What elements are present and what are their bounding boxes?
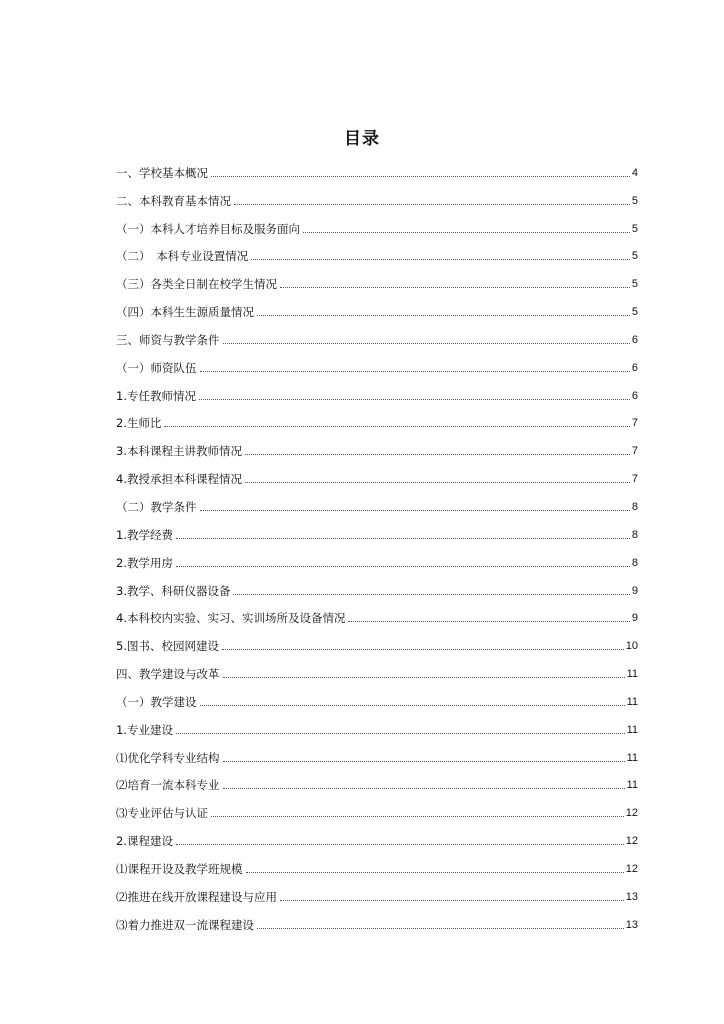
toc-entry-label: 5.图书、校园网建设 — [116, 639, 219, 654]
toc-dot-leader — [245, 453, 630, 455]
toc-entry[interactable] — [116, 291, 638, 319]
toc-entry-label: 1.专任教师情况 — [116, 388, 196, 403]
toc-entry-page-number: 8 — [631, 528, 638, 541]
toc-entry-page-number: 7 — [631, 445, 638, 458]
toc-dot-leader — [164, 425, 629, 427]
toc-entry[interactable] — [116, 319, 638, 347]
toc-entry-label: ⑵培育一流本科专业 — [116, 778, 220, 793]
toc-entry[interactable] — [116, 876, 638, 904]
toc-entry-page-number: 9 — [631, 612, 638, 625]
toc-entry-label: 2.生师比 — [116, 416, 162, 431]
toc-entry-page-number: 12 — [625, 862, 638, 875]
toc-entry-label: （二） 本科专业设置情况 — [116, 249, 249, 264]
toc-entry-label: （一）师资队伍 — [116, 360, 197, 375]
toc-entry-label: 一、学校基本概况 — [116, 165, 208, 180]
toc-entry[interactable] — [116, 570, 638, 598]
toc-entry-label: 2.教学用房 — [116, 555, 173, 570]
toc-entry-label: 4.教授承担本科课程情况 — [116, 472, 242, 487]
toc-entry[interactable] — [116, 458, 638, 486]
toc-entry-label: （一）教学建设 — [116, 694, 197, 709]
toc-entry-label: （二）教学条件 — [116, 499, 197, 514]
toc-entry[interactable] — [116, 820, 638, 848]
toc-dot-leader — [280, 899, 624, 901]
toc-entry[interactable] — [116, 765, 638, 793]
toc-entry[interactable] — [116, 208, 638, 236]
toc-entry-page-number: 5 — [631, 278, 638, 291]
toc-entry-label: 3.教学、科研仪器设备 — [116, 583, 231, 598]
toc-entry-label: ⑶着力推进双一流课程建设 — [116, 917, 254, 932]
toc-entry[interactable] — [116, 375, 638, 403]
toc-entry-label: 四、教学建设与改革 — [116, 667, 220, 682]
toc-dot-leader — [223, 342, 630, 344]
toc-dot-leader — [246, 871, 624, 873]
toc-entry-label: ⑶专业评估与认证 — [116, 806, 208, 821]
toc-entry-label: 三、师资与教学条件 — [116, 332, 220, 347]
toc-dot-leader — [176, 537, 630, 539]
toc-entry-page-number: 8 — [631, 556, 638, 569]
toc-entry[interactable] — [116, 347, 638, 375]
toc-entry[interactable] — [116, 737, 638, 765]
toc-entry[interactable] — [116, 403, 638, 431]
toc-entry-page-number: 5 — [631, 194, 638, 207]
toc-entry[interactable] — [116, 653, 638, 681]
toc-entry[interactable] — [116, 848, 638, 876]
toc-entry[interactable] — [116, 430, 638, 458]
toc-dot-leader — [222, 648, 624, 650]
toc-dot-leader — [176, 565, 630, 567]
toc-dot-leader — [233, 593, 629, 595]
toc-entry-page-number: 11 — [626, 751, 638, 764]
toc-entry-page-number: 6 — [631, 333, 638, 346]
toc-entry-label: ⑵推进在线开放课程建设与应用 — [116, 889, 277, 904]
toc-entry-page-number: 11 — [626, 779, 638, 792]
toc-entry[interactable] — [116, 904, 638, 932]
toc-dot-leader — [257, 314, 630, 316]
toc-entry-page-number: 5 — [631, 250, 638, 263]
toc-dot-leader — [245, 481, 630, 483]
toc-entry-page-number: 6 — [631, 361, 638, 374]
toc-entry-page-number: 4 — [631, 166, 638, 179]
toc-entry[interactable] — [116, 486, 638, 514]
toc-entry-page-number: 11 — [626, 723, 638, 736]
toc-dot-leader — [200, 704, 625, 706]
toc-dot-leader — [223, 760, 625, 762]
toc-dot-leader — [303, 231, 630, 233]
toc-dot-leader — [223, 787, 625, 789]
toc-entry-label: 3.本科课程主讲教师情况 — [116, 444, 242, 459]
toc-entry[interactable] — [116, 625, 638, 653]
toc-entry[interactable] — [116, 542, 638, 570]
toc-dot-leader — [211, 815, 624, 817]
toc-list — [116, 152, 638, 932]
toc-entry-page-number: 5 — [631, 306, 638, 319]
toc-entry[interactable] — [116, 263, 638, 291]
toc-entry[interactable] — [116, 598, 638, 626]
toc-entry-label: 1.教学经费 — [116, 527, 173, 542]
toc-entry-page-number: 7 — [631, 473, 638, 486]
toc-entry-label: ⑴优化学科专业结构 — [116, 750, 220, 765]
toc-dot-leader — [211, 175, 630, 177]
toc-title: 目录 — [344, 129, 380, 149]
toc-entry-page-number: 13 — [625, 918, 638, 931]
toc-entry-label: （三）各类全日制在校学生情况 — [116, 277, 277, 292]
toc-dot-leader — [200, 370, 630, 372]
toc-entry[interactable] — [116, 681, 638, 709]
toc-entry[interactable] — [116, 236, 638, 264]
toc-entry-label: 1.专业建设 — [116, 722, 173, 737]
toc-entry-page-number: 6 — [631, 389, 638, 402]
toc-dot-leader — [176, 843, 624, 845]
toc-entry-page-number: 7 — [631, 417, 638, 430]
toc-entry-page-number: 8 — [631, 500, 638, 513]
toc-dot-leader — [257, 927, 624, 929]
toc-entry-page-number: 12 — [625, 807, 638, 820]
toc-dot-leader — [348, 620, 629, 622]
toc-entry-label: 2.课程建设 — [116, 834, 173, 849]
toc-entry-page-number: 11 — [626, 668, 638, 681]
toc-entry-page-number: 9 — [631, 584, 638, 597]
toc-entry-page-number: 12 — [625, 835, 638, 848]
toc-entry-label: ⑴课程开设及教学班规模 — [116, 861, 243, 876]
toc-dot-leader — [176, 732, 625, 734]
toc-dot-leader — [251, 258, 630, 260]
toc-entry[interactable] — [116, 709, 638, 737]
toc-entry-label: 4.本科校内实验、实习、实训场所及设备情况 — [116, 611, 346, 626]
toc-dot-leader — [280, 286, 630, 288]
toc-entry[interactable] — [116, 792, 638, 820]
toc-entry-label: 二、本科教育基本情况 — [116, 193, 231, 208]
toc-entry-page-number: 10 — [625, 640, 638, 653]
toc-entry[interactable] — [116, 180, 638, 208]
toc-entry[interactable] — [116, 152, 638, 180]
toc-entry-page-number: 13 — [625, 890, 638, 903]
toc-entry-label: （一）本科人才培养目标及服务面向 — [116, 221, 300, 236]
toc-entry[interactable] — [116, 514, 638, 542]
toc-dot-leader — [199, 398, 630, 400]
toc-entry-label: （四）本科生生源质量情况 — [116, 305, 254, 320]
toc-entry-page-number: 11 — [626, 695, 638, 708]
toc-dot-leader — [200, 509, 630, 511]
toc-entry-page-number: 5 — [631, 222, 638, 235]
toc-dot-leader — [223, 676, 625, 678]
toc-dot-leader — [234, 203, 630, 205]
